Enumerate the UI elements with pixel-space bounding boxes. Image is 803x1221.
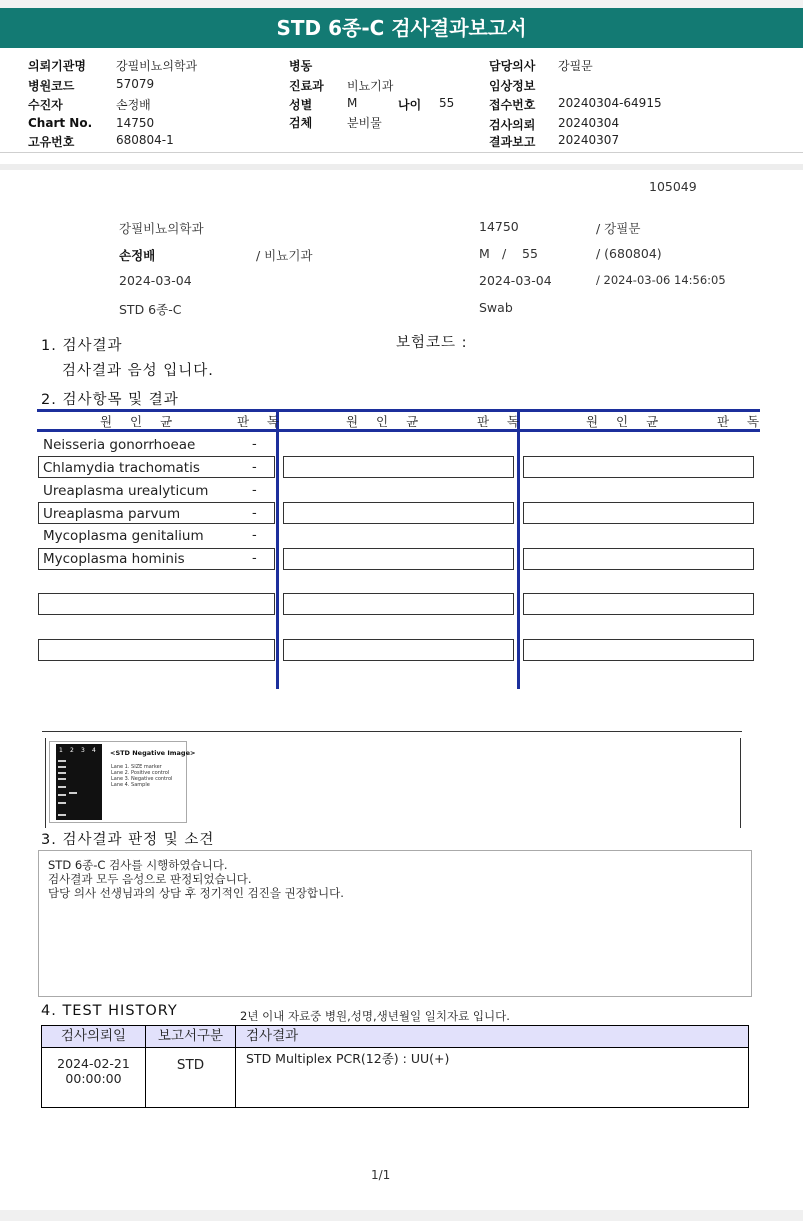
value-specimen: 분비물: [347, 116, 382, 130]
label-patient: 수진자: [28, 98, 63, 112]
col-header-pathogen-1: 원 인 균: [100, 414, 180, 429]
summary-patient: 손정배: [119, 248, 156, 263]
pathogen-result: -: [252, 460, 257, 475]
label-sex: 성별: [289, 98, 313, 112]
marker-band: [58, 766, 66, 768]
value-report-date: 20240307: [558, 133, 620, 147]
lane-number: 1: [59, 747, 63, 754]
row-box: [38, 639, 275, 661]
value-patient: 손정배: [116, 98, 151, 112]
pathogen-name: Neisseria gonorrhoeae: [43, 437, 196, 453]
section1-heading: 1. 검사결과: [41, 338, 123, 354]
summary-code: 105049: [649, 179, 697, 194]
row-box: [283, 456, 514, 478]
summary-dept: / 비뇨기과: [256, 248, 313, 263]
value-department: 비뇨기과: [347, 79, 394, 93]
image-right-rule: [740, 738, 741, 828]
value-age: 55: [439, 96, 455, 110]
col-header-pathogen-3: 원 인 균: [586, 414, 666, 429]
findings-line: STD 6종-C 검사를 시행하였습니다.: [48, 858, 228, 872]
gel-image: [56, 744, 102, 820]
gel-legend-line: Lane 3. Negative control: [111, 776, 173, 782]
row-box: [523, 456, 754, 478]
row-box: [283, 548, 514, 570]
pathogen-name: Ureaplasma parvum: [43, 506, 181, 522]
footer-strip: [0, 1210, 803, 1221]
gel-caption: <STD Negative Image>: [110, 749, 196, 757]
history-note: 2년 이내 자료중 병원,성명,생년월일 일치자료 입니다.: [240, 1009, 510, 1023]
label-chart-no: Chart No.: [28, 116, 93, 130]
label-request-date: 검사의뢰: [489, 118, 536, 132]
image-top-rule: [42, 731, 742, 732]
label-clinical-info: 임상정보: [489, 79, 536, 93]
row-box: [523, 548, 754, 570]
value-hospital-code: 57079: [116, 77, 155, 91]
value-chart-no: 14750: [116, 116, 155, 130]
value-request-date: 20240304: [558, 116, 620, 130]
pathogen-name: Ureaplasma urealyticum: [43, 483, 209, 499]
history-col-result: 검사결과: [235, 1025, 749, 1048]
gel-legend-line: Lane 1. SIZE marker: [111, 764, 162, 770]
label-receipt-no: 접수번호: [489, 98, 536, 112]
value-sex: M: [347, 96, 358, 110]
pathogen-name: Chlamydia trachomatis: [43, 460, 200, 476]
marker-band: [58, 786, 66, 788]
label-age: 나이: [398, 98, 422, 112]
label-report-date: 결과보고: [489, 135, 536, 149]
pathogen-name: Mycoplasma genitalium: [43, 528, 204, 544]
row-box: [38, 593, 275, 615]
history-col-type: 보고서구분: [145, 1025, 236, 1048]
report-title: STD 6종-C 검사결과보고서: [0, 8, 803, 48]
row-box: [523, 639, 754, 661]
insurance-code-label: 보험코드 :: [396, 335, 468, 351]
positive-band: [69, 792, 77, 794]
label-unique-no: 고유번호: [28, 135, 75, 149]
value-unique-no: 680804-1: [116, 133, 174, 147]
history-row-type: STD: [145, 1047, 236, 1108]
history-row-result: STD Multiplex PCR(12종) : UU(+): [235, 1047, 749, 1108]
summary-separator: /: [502, 246, 507, 261]
row-box: [523, 593, 754, 615]
label-department: 진료과: [289, 79, 324, 93]
pathogen-name: Mycoplasma hominis: [43, 551, 185, 567]
value-receipt-no: 20240304-64915: [558, 96, 662, 110]
marker-band: [58, 802, 66, 804]
findings-text: [48, 858, 344, 900]
table-divider-2: [517, 409, 520, 689]
section4-heading: 4. TEST HISTORY: [41, 1003, 178, 1019]
lane-number: 2: [70, 747, 74, 754]
section3-heading: 3. 검사결과 판정 및 소견: [41, 832, 215, 848]
row-box: [523, 502, 754, 524]
label-doctor: 담당의사: [489, 59, 536, 73]
lane-number: 3: [81, 747, 85, 754]
gel-legend-line: Lane 2. Positive control: [111, 770, 170, 776]
col-header-judgement-2: 판 독: [477, 414, 527, 429]
row-box: [283, 639, 514, 661]
pathogen-result: -: [252, 551, 257, 566]
pathogen-result: -: [252, 437, 257, 452]
findings-line: 담당 의사 선생님과의 상담 후 정기적인 검진을 권장합니다.: [48, 886, 344, 900]
section1-result: 검사결과 음성 입니다.: [62, 363, 214, 379]
header-divider: [0, 152, 803, 153]
lane-number: 4: [92, 747, 96, 754]
marker-band: [58, 772, 66, 774]
label-hospital-code: 병원코드: [28, 79, 75, 93]
label-ward: 병동: [289, 59, 313, 73]
value-institution: 강필비뇨의학과: [116, 59, 198, 73]
value-doctor: 강필문: [558, 59, 593, 73]
summary-specimen: Swab: [479, 300, 513, 315]
col-header-judgement-3: 판 독: [717, 414, 767, 429]
label-specimen: 검체: [289, 116, 313, 130]
summary-age: 55: [522, 246, 538, 261]
history-time: 00:00:00: [65, 1071, 122, 1086]
findings-box: [38, 850, 752, 997]
findings-line: 검사결과 모두 음성으로 판정되었습니다.: [48, 872, 252, 886]
row-box: [283, 593, 514, 615]
pathogen-result: -: [252, 528, 257, 543]
top-strip: [0, 0, 803, 8]
header-shade: [0, 164, 803, 170]
marker-band: [58, 760, 66, 762]
page-number: 1/1: [371, 1168, 391, 1182]
image-left-rule: [45, 738, 46, 828]
gel-legend-line: Lane 4. Sample: [111, 782, 150, 788]
marker-band: [58, 814, 66, 816]
summary-birth: / (680804): [596, 246, 662, 261]
table-divider-1: [276, 409, 279, 689]
row-box: [283, 502, 514, 524]
marker-band: [58, 794, 66, 796]
summary-date-2: 2024-03-04: [479, 273, 552, 288]
col-header-pathogen-2: 원 인 균: [346, 414, 426, 429]
history-row-date: [41, 1047, 146, 1108]
label-institution: 의뢰기관명: [28, 59, 86, 73]
history-date: 2024-02-21: [57, 1056, 130, 1071]
summary-date-1: 2024-03-04: [119, 273, 192, 288]
summary-sex: M: [479, 246, 490, 261]
marker-band: [58, 778, 66, 780]
pathogen-result: -: [252, 506, 257, 521]
summary-datetime: / 2024-03-06 14:56:05: [596, 273, 726, 287]
pathogen-result: -: [252, 483, 257, 498]
summary-hospital: 강필비뇨의학과: [119, 221, 204, 236]
section2-heading: 2. 검사항목 및 결과: [41, 392, 179, 408]
col-header-judgement-1: 판 독: [237, 414, 287, 429]
summary-doctor: / 강필문: [596, 221, 641, 236]
summary-chart: 14750: [479, 219, 519, 234]
summary-test: STD 6종-C: [119, 302, 182, 317]
history-col-date: 검사의뢰일: [41, 1025, 146, 1048]
